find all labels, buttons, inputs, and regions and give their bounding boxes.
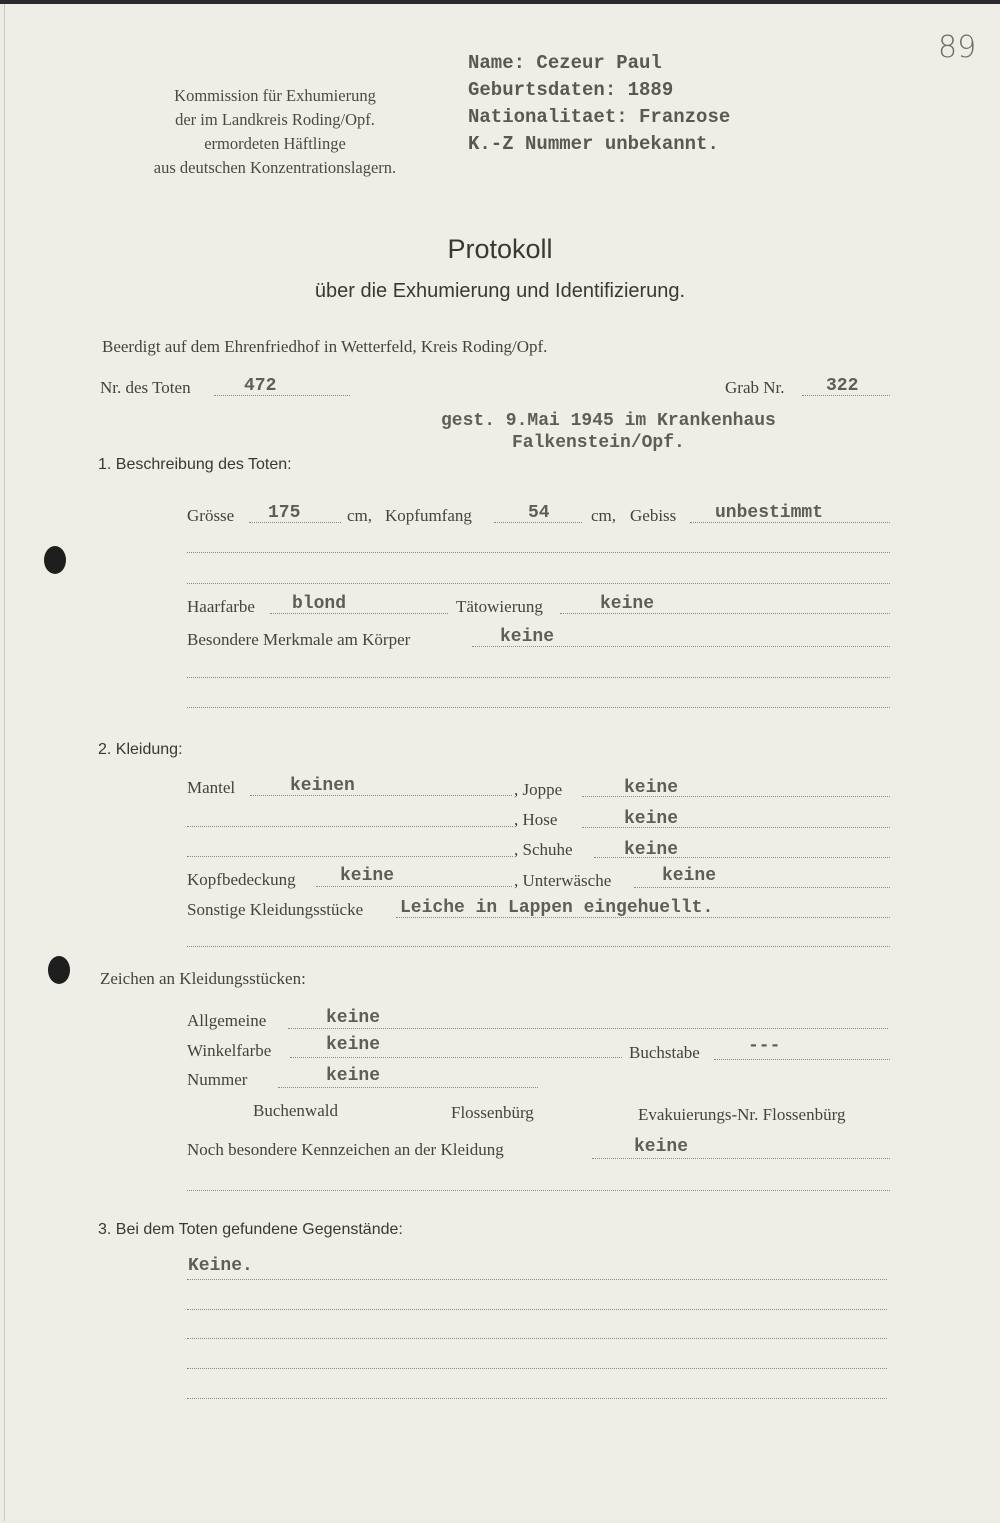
- section-2-heading: 2. Kleidung:: [98, 741, 183, 758]
- person-header: [468, 50, 730, 158]
- punch-hole-bottom: [48, 956, 70, 984]
- angle-color-value: keine: [326, 1035, 381, 1055]
- punch-hole-top: [44, 546, 66, 574]
- extra-marks-label: Noch besondere Kennzeichen an der Kleidung: [187, 1140, 504, 1159]
- tattoo-label: Tätowierung: [456, 597, 543, 616]
- blank-line: [187, 552, 890, 553]
- marks-value: keine: [500, 627, 555, 647]
- section-3-heading: 3. Bei dem Toten gefundene Gegenstände:: [98, 1221, 403, 1238]
- hair-label: Haarfarbe: [187, 597, 255, 616]
- blank-line: [187, 677, 890, 678]
- commission-line-3: ermordeten Häftlinge: [204, 134, 346, 153]
- commission-line-1: Kommission für Exhumierung: [174, 86, 376, 105]
- camp-buchenwald: Buchenwald: [253, 1101, 338, 1120]
- number-label: Nummer: [187, 1070, 248, 1089]
- commission-block: [110, 84, 440, 180]
- section-1-heading: 1. Beschreibung des Toten:: [98, 456, 292, 473]
- jacket-value: keine: [624, 778, 679, 798]
- size-unit: cm,: [347, 506, 373, 525]
- blank-line: [187, 583, 890, 584]
- headwear-value: keine: [340, 866, 395, 886]
- blank-line: [187, 946, 890, 947]
- document-page: [4, 4, 999, 1521]
- header-kz-number: K.-Z Nummer unbekannt.: [468, 133, 719, 155]
- letter-value: ---: [748, 1036, 781, 1056]
- letter-label: Buchstabe: [629, 1043, 700, 1062]
- blank-line: [187, 1338, 887, 1339]
- size-label: Grösse: [187, 506, 235, 525]
- shoes-label: , Schuhe: [514, 840, 573, 859]
- trousers-label: , Hose: [514, 810, 558, 829]
- blank-line: [187, 1398, 887, 1399]
- header-name: Name: Cezeur Paul: [468, 52, 662, 74]
- found-items-value: Keine.: [188, 1256, 253, 1276]
- blank-line: [187, 1190, 890, 1191]
- document-subtitle: über die Exhumierung und Identifizierung.: [314, 280, 686, 302]
- underwear-label: , Unterwäsche: [514, 871, 612, 890]
- grave-number-value: 322: [826, 376, 859, 396]
- angle-color-label: Winkelfarbe: [187, 1041, 272, 1060]
- general-marks-label: Allgemeine: [187, 1011, 267, 1030]
- header-birth: Geburtsdaten: 1889: [468, 79, 674, 101]
- camp-flossenbuerg: Flossenbürg: [451, 1103, 534, 1122]
- other-clothing-label: Sonstige Kleidungsstücke: [187, 900, 364, 919]
- tattoo-value: keine: [600, 594, 655, 614]
- evacuation-number: Evakuierungs-Nr. Flossenbürg: [638, 1105, 846, 1124]
- head-unit: cm,: [591, 506, 617, 525]
- page-number: 89: [938, 30, 977, 65]
- head-value: 54: [528, 503, 550, 523]
- grave-number-label: Grab Nr.: [725, 378, 785, 397]
- jacket-label: , Joppe: [514, 780, 563, 799]
- death-note-line-2: Falkenstein/Opf.: [512, 433, 685, 453]
- marks-heading: Zeichen an Kleidungsstücken:: [100, 969, 306, 988]
- number-value: keine: [326, 1066, 381, 1086]
- header-nationality: Nationalitaet: Franzose: [468, 106, 731, 128]
- blank-line: [187, 1309, 887, 1310]
- commission-line-2: der im Landkreis Roding/Opf.: [175, 110, 375, 129]
- head-label: Kopfumfang: [385, 506, 472, 525]
- other-clothing-value: Leiche in Lappen eingehuellt.: [400, 898, 714, 918]
- coat-label: Mantel: [187, 778, 236, 797]
- burial-place: Beerdigt auf dem Ehrenfriedhof in Wetterfeld, Kreis Roding/Opf.: [102, 337, 548, 356]
- document-title: Protokoll: [447, 234, 553, 264]
- teeth-value: unbestimmt: [715, 503, 824, 523]
- blank-line: [187, 1279, 887, 1280]
- general-marks-value: keine: [326, 1008, 381, 1028]
- marks-label: Besondere Merkmale am Körper: [187, 630, 411, 649]
- teeth-label: Gebiss: [630, 506, 677, 525]
- death-note-line-1: gest. 9.Mai 1945 im Krankenhaus: [441, 411, 776, 431]
- blank-line: [187, 707, 890, 708]
- coat-value: keinen: [290, 776, 355, 796]
- size-value: 175: [268, 503, 301, 523]
- hair-value: blond: [292, 594, 347, 614]
- underwear-value: keine: [662, 866, 717, 886]
- commission-line-4: aus deutschen Konzentrationslagern.: [153, 158, 397, 177]
- trousers-value: keine: [624, 809, 679, 829]
- dead-number-value: 472: [244, 376, 277, 396]
- shoes-value: keine: [624, 840, 679, 860]
- headwear-label: Kopfbedeckung: [187, 870, 296, 889]
- extra-marks-value: keine: [634, 1137, 689, 1157]
- dead-number-label: Nr. des Toten: [100, 378, 191, 397]
- blank-line: [187, 1368, 887, 1369]
